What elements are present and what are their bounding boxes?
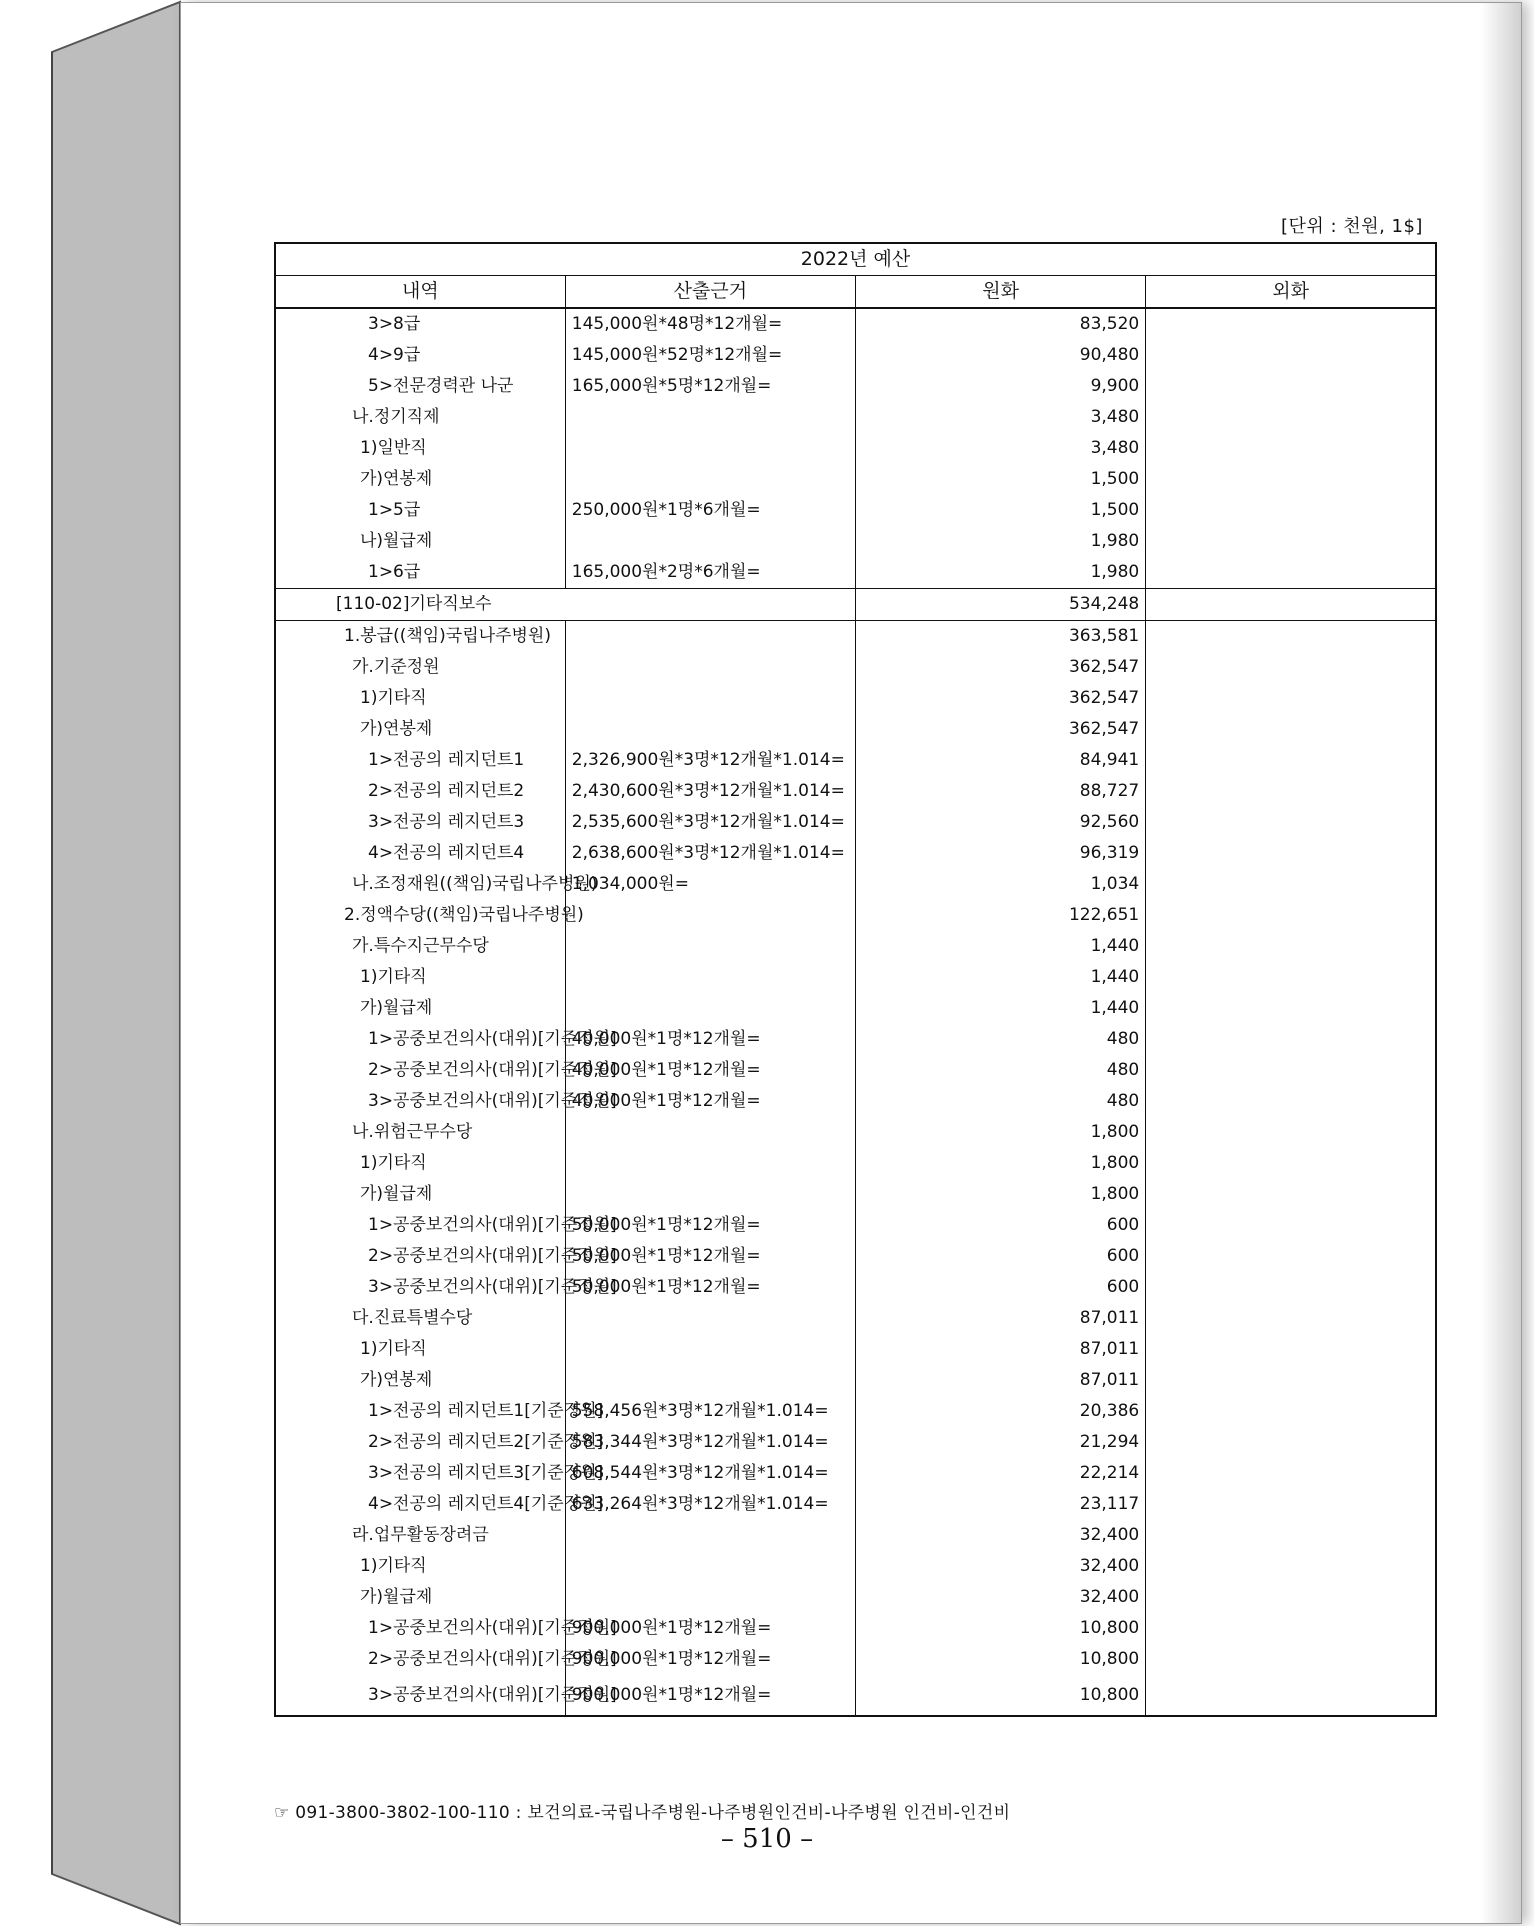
table-row xyxy=(275,621,1436,653)
table-row xyxy=(275,1365,1436,1396)
row-basis: 165,000원*5명*12개월= xyxy=(565,371,855,402)
row-basis: 633,264원*3명*12개월*1.014= xyxy=(565,1489,855,1520)
row-basis xyxy=(565,402,855,433)
row-krw: 1,440 xyxy=(856,962,1146,993)
table-row xyxy=(275,557,1436,589)
row-item xyxy=(275,1179,565,1210)
section-row xyxy=(275,589,1436,621)
row-foreign xyxy=(1146,838,1436,869)
row-item-label: 1>6급 xyxy=(368,562,421,582)
row-item xyxy=(275,1582,565,1613)
row-basis xyxy=(565,1117,855,1148)
table-row xyxy=(275,1427,1436,1458)
row-basis xyxy=(565,1334,855,1365)
table-row xyxy=(275,1396,1436,1427)
row-item xyxy=(275,683,565,714)
row-krw: 480 xyxy=(856,1024,1146,1055)
row-krw: 480 xyxy=(856,1086,1146,1117)
budget-table xyxy=(274,242,1437,1717)
row-item xyxy=(275,962,565,993)
row-basis xyxy=(565,1303,855,1334)
table-row xyxy=(275,402,1436,433)
row-item-label: 다.진료특별수당 xyxy=(352,1308,473,1328)
row-basis xyxy=(565,621,855,653)
row-item xyxy=(275,745,565,776)
table-row xyxy=(275,371,1436,402)
row-foreign xyxy=(1146,1644,1436,1675)
row-basis xyxy=(565,1179,855,1210)
row-foreign xyxy=(1146,526,1436,557)
table-row xyxy=(275,745,1436,776)
row-krw: 1,980 xyxy=(856,526,1146,557)
row-basis: 40,000원*1명*12개월= xyxy=(565,1055,855,1086)
row-item-label: 2>전공의 레지던트2 xyxy=(368,781,525,801)
row-foreign xyxy=(1146,869,1436,900)
row-item xyxy=(275,1396,604,1427)
row-basis xyxy=(565,962,855,993)
row-item-label: 2.정액수당((책임)국립나주병원) xyxy=(344,905,584,925)
table-row xyxy=(275,1520,1436,1551)
row-basis: 145,000원*48명*12개월= xyxy=(565,308,855,340)
row-krw: 87,011 xyxy=(856,1365,1146,1396)
row-item-label: 3>공중보건의사(대위)[기준정원] xyxy=(368,1277,617,1297)
row-krw: 10,800 xyxy=(856,1675,1146,1716)
table-row xyxy=(275,340,1436,371)
row-item-label: 4>9급 xyxy=(368,345,421,365)
row-krw: 10,800 xyxy=(856,1613,1146,1644)
row-foreign xyxy=(1146,1365,1436,1396)
table-row xyxy=(275,1241,1436,1272)
row-item xyxy=(275,557,565,589)
table-row xyxy=(275,869,1436,900)
row-item-label: 2>공중보건의사(대위)[기준정원] xyxy=(368,1246,617,1266)
row-krw: 23,117 xyxy=(856,1489,1146,1520)
row-foreign xyxy=(1146,1148,1436,1179)
row-item-label: 3>공중보건의사(대위)[기준정원] xyxy=(368,1684,617,1705)
row-foreign xyxy=(1146,308,1436,340)
row-basis xyxy=(565,526,855,557)
table-row xyxy=(275,1272,1436,1303)
row-item xyxy=(275,1210,617,1241)
row-item xyxy=(275,464,565,495)
row-item-label: 3>8급 xyxy=(368,314,421,334)
footer-note: ☞ 091-3800-3802-100-110 : 보건의료-국립나주병원-나주병원인건비-나주병원 인건비-인건비 xyxy=(274,1803,1011,1823)
row-item xyxy=(275,838,565,869)
row-foreign xyxy=(1146,464,1436,495)
row-item-label: [110-02]기타직보수 xyxy=(336,594,492,614)
row-foreign xyxy=(1146,1086,1436,1117)
row-krw: 1,034 xyxy=(856,869,1146,900)
row-basis xyxy=(565,464,855,495)
row-item xyxy=(275,340,565,371)
row-krw: 480 xyxy=(856,1055,1146,1086)
unit-label: [단위 : 천원, 1$] xyxy=(1281,216,1423,237)
row-item-label: 3>공중보건의사(대위)[기준정원] xyxy=(368,1091,617,1111)
row-foreign xyxy=(1146,807,1436,838)
table-row xyxy=(275,900,1436,931)
row-krw: 87,011 xyxy=(856,1334,1146,1365)
row-item xyxy=(275,1241,617,1272)
row-basis: 145,000원*52명*12개월= xyxy=(565,340,855,371)
row-basis xyxy=(565,652,855,683)
table-row xyxy=(275,1334,1436,1365)
row-basis xyxy=(565,1551,855,1582)
table-row xyxy=(275,1644,1436,1675)
row-foreign xyxy=(1146,1179,1436,1210)
row-foreign xyxy=(1146,433,1436,464)
row-foreign xyxy=(1146,1334,1436,1365)
header-basis: 산출근거 xyxy=(565,276,855,309)
row-foreign xyxy=(1146,962,1436,993)
row-krw: 92,560 xyxy=(856,807,1146,838)
row-foreign xyxy=(1146,652,1436,683)
row-basis: 165,000원*2명*6개월= xyxy=(565,557,855,589)
row-item xyxy=(275,371,565,402)
row-item-label: 3>전공의 레지던트3 xyxy=(368,812,525,832)
row-krw: 10,800 xyxy=(856,1644,1146,1675)
row-item-label: 가.기준정원 xyxy=(352,657,440,677)
row-basis xyxy=(565,993,855,1024)
row-foreign xyxy=(1146,1055,1436,1086)
row-krw: 90,480 xyxy=(856,340,1146,371)
row-krw: 21,294 xyxy=(856,1427,1146,1458)
table-row xyxy=(275,433,1436,464)
table-row xyxy=(275,308,1436,340)
row-foreign xyxy=(1146,1613,1436,1644)
table-row xyxy=(275,1613,1436,1644)
row-foreign xyxy=(1146,1489,1436,1520)
row-item-label: 2>전공의 레지던트2[기준정원] xyxy=(368,1432,604,1452)
row-foreign xyxy=(1146,1582,1436,1613)
row-krw: 32,400 xyxy=(856,1551,1146,1582)
table-row xyxy=(275,495,1436,526)
row-foreign xyxy=(1146,900,1436,931)
table-row xyxy=(275,776,1436,807)
row-item-label: 4>전공의 레지던트4[기준정원] xyxy=(368,1494,604,1514)
row-item xyxy=(275,931,565,962)
row-krw: 362,547 xyxy=(856,714,1146,745)
row-krw: 122,651 xyxy=(856,900,1146,931)
row-krw: 1,800 xyxy=(856,1179,1146,1210)
row-krw: 1,800 xyxy=(856,1148,1146,1179)
header-krw: 원화 xyxy=(856,276,1146,309)
row-item-label: 라.업무활동장려금 xyxy=(352,1525,489,1545)
row-basis: 558,456원*3명*12개월*1.014= xyxy=(565,1396,855,1427)
row-foreign xyxy=(1146,714,1436,745)
row-foreign xyxy=(1146,1117,1436,1148)
row-foreign xyxy=(1146,1303,1436,1334)
row-krw: 1,800 xyxy=(856,1117,1146,1148)
row-item-label: 가)월급제 xyxy=(360,1587,433,1607)
table-row xyxy=(275,1148,1436,1179)
row-item xyxy=(275,621,565,653)
row-item-label: 2>공중보건의사(대위)[기준정원] xyxy=(368,1649,617,1669)
row-basis: 2,326,900원*3명*12개월*1.014= xyxy=(565,745,855,776)
row-basis xyxy=(565,1365,855,1396)
page-number: – 510 – xyxy=(720,1824,814,1854)
row-item-label: 1)기타직 xyxy=(360,967,427,987)
row-krw: 534,248 xyxy=(856,589,1146,621)
row-krw: 88,727 xyxy=(856,776,1146,807)
row-foreign xyxy=(1146,776,1436,807)
page-shadow xyxy=(1481,3,1521,1923)
table-row xyxy=(275,1179,1436,1210)
row-basis: 50,000원*1명*12개월= xyxy=(565,1241,855,1272)
row-item xyxy=(275,1148,565,1179)
row-item xyxy=(275,495,565,526)
row-krw: 83,520 xyxy=(856,308,1146,340)
row-item-label: 나.위험근무수당 xyxy=(352,1122,473,1142)
row-item-label: 2>공중보건의사(대위)[기준정원] xyxy=(368,1060,617,1080)
row-krw: 362,547 xyxy=(856,652,1146,683)
row-basis: 40,000원*1명*12개월= xyxy=(565,1024,855,1055)
row-basis xyxy=(565,433,855,464)
table-row xyxy=(275,1210,1436,1241)
row-item-label: 가)월급제 xyxy=(360,998,433,1018)
table-row xyxy=(275,1582,1436,1613)
row-basis: 250,000원*1명*6개월= xyxy=(565,495,855,526)
row-krw: 363,581 xyxy=(856,621,1146,653)
row-foreign xyxy=(1146,1024,1436,1055)
row-foreign xyxy=(1146,371,1436,402)
row-item-label: 가.특수지근무수당 xyxy=(352,936,489,956)
header-foreign: 외화 xyxy=(1146,276,1436,309)
row-item xyxy=(275,589,856,621)
row-item-label: 1>공중보건의사(대위)[기준정원] xyxy=(368,1029,617,1049)
row-item-label: 가)연봉제 xyxy=(360,1370,433,1390)
table-row xyxy=(275,1489,1436,1520)
table-row xyxy=(275,1551,1436,1582)
row-item xyxy=(275,1272,617,1303)
row-basis: 900,000원*1명*12개월= xyxy=(565,1644,855,1675)
row-basis: 583,344원*3명*12개월*1.014= xyxy=(565,1427,855,1458)
row-item xyxy=(275,402,565,433)
table-body xyxy=(275,308,1436,1716)
row-krw: 600 xyxy=(856,1272,1146,1303)
row-basis xyxy=(565,683,855,714)
table-row xyxy=(275,1675,1436,1716)
row-krw: 600 xyxy=(856,1210,1146,1241)
row-item-label: 1>공중보건의사(대위)[기준정원] xyxy=(368,1618,617,1638)
row-foreign xyxy=(1146,1210,1436,1241)
row-foreign xyxy=(1146,1427,1436,1458)
row-krw: 1,500 xyxy=(856,495,1146,526)
table-row xyxy=(275,526,1436,557)
row-krw: 32,400 xyxy=(856,1520,1146,1551)
row-item-label: 1>5급 xyxy=(368,500,421,520)
row-item xyxy=(275,1520,565,1551)
row-item-label: 1>공중보건의사(대위)[기준정원] xyxy=(368,1215,617,1235)
row-item-label: 나.조정재원((책임)국립나주병원) xyxy=(352,874,598,894)
row-item xyxy=(275,1675,617,1716)
row-foreign xyxy=(1146,340,1436,371)
table-row xyxy=(275,807,1436,838)
row-foreign xyxy=(1146,993,1436,1024)
row-krw: 3,480 xyxy=(856,402,1146,433)
table-row xyxy=(275,993,1436,1024)
table-title: 2022년 예산 xyxy=(275,243,1436,276)
row-krw: 1,440 xyxy=(856,931,1146,962)
row-basis xyxy=(565,714,855,745)
row-item-label: 가)연봉제 xyxy=(360,719,433,739)
row-krw: 22,214 xyxy=(856,1458,1146,1489)
row-krw: 87,011 xyxy=(856,1303,1146,1334)
row-item xyxy=(275,1117,565,1148)
row-krw: 362,547 xyxy=(856,683,1146,714)
table-row xyxy=(275,962,1436,993)
row-item xyxy=(275,993,565,1024)
row-foreign xyxy=(1146,1241,1436,1272)
table-row xyxy=(275,1458,1436,1489)
row-basis xyxy=(565,1148,855,1179)
row-item-label: 5>전문경력관 나군 xyxy=(368,376,514,396)
row-foreign xyxy=(1146,1396,1436,1427)
row-item-label: 가)월급제 xyxy=(360,1184,433,1204)
row-item xyxy=(275,900,584,931)
row-item-label: 1)기타직 xyxy=(360,1556,427,1576)
table-row xyxy=(275,1303,1436,1334)
row-foreign xyxy=(1146,557,1436,589)
row-krw: 1,980 xyxy=(856,557,1146,589)
row-basis xyxy=(565,1520,855,1551)
row-foreign xyxy=(1146,495,1436,526)
row-item-label: 1)기타직 xyxy=(360,688,427,708)
table-row xyxy=(275,1024,1436,1055)
row-basis: 50,000원*1명*12개월= xyxy=(565,1272,855,1303)
row-basis: 2,535,600원*3명*12개월*1.014= xyxy=(565,807,855,838)
table-row xyxy=(275,464,1436,495)
row-item xyxy=(275,652,565,683)
row-basis: 608,544원*3명*12개월*1.014= xyxy=(565,1458,855,1489)
row-foreign xyxy=(1146,621,1436,653)
row-item xyxy=(275,1024,617,1055)
row-basis: 900,000원*1명*12개월= xyxy=(565,1675,855,1716)
table-row xyxy=(275,931,1436,962)
row-item xyxy=(275,869,598,900)
row-krw: 1,500 xyxy=(856,464,1146,495)
row-basis: 900,000원*1명*12개월= xyxy=(565,1613,855,1644)
table-row xyxy=(275,652,1436,683)
row-item-label: 3>전공의 레지던트3[기준정원] xyxy=(368,1463,604,1483)
table-row xyxy=(275,1055,1436,1086)
row-krw: 3,480 xyxy=(856,433,1146,464)
row-item xyxy=(275,433,565,464)
row-basis: 50,000원*1명*12개월= xyxy=(565,1210,855,1241)
row-item-label: 1)기타직 xyxy=(360,1153,427,1173)
table-row xyxy=(275,683,1436,714)
row-item xyxy=(275,1489,604,1520)
row-basis xyxy=(565,900,855,931)
row-item-label: 1)기타직 xyxy=(360,1339,427,1359)
row-krw: 20,386 xyxy=(856,1396,1146,1427)
row-item xyxy=(275,1427,604,1458)
row-foreign xyxy=(1146,745,1436,776)
row-krw: 9,900 xyxy=(856,371,1146,402)
row-item-label: 나)월급제 xyxy=(360,531,433,551)
table-row xyxy=(275,714,1436,745)
row-item xyxy=(275,1334,565,1365)
row-item xyxy=(275,776,565,807)
row-item xyxy=(275,1365,565,1396)
row-foreign xyxy=(1146,402,1436,433)
row-item xyxy=(275,1086,617,1117)
row-foreign xyxy=(1146,1272,1436,1303)
row-krw: 32,400 xyxy=(856,1582,1146,1613)
row-foreign xyxy=(1146,1675,1436,1716)
row-item xyxy=(275,1551,565,1582)
row-item-label: 4>전공의 레지던트4 xyxy=(368,843,525,863)
row-foreign xyxy=(1146,931,1436,962)
row-krw: 1,440 xyxy=(856,993,1146,1024)
row-krw: 84,941 xyxy=(856,745,1146,776)
row-foreign xyxy=(1146,1551,1436,1582)
row-item xyxy=(275,308,565,340)
row-basis: 2,638,600원*3명*12개월*1.014= xyxy=(565,838,855,869)
row-item-label: 나.정기직제 xyxy=(352,407,440,427)
row-foreign xyxy=(1146,589,1436,621)
row-item-label: 1>전공의 레지던트1[기준정원] xyxy=(368,1401,604,1421)
table-row xyxy=(275,1117,1436,1148)
row-item-label: 1)일반직 xyxy=(360,438,427,458)
row-item xyxy=(275,1644,617,1675)
row-item xyxy=(275,1458,604,1489)
row-foreign xyxy=(1146,1520,1436,1551)
table-row xyxy=(275,1086,1436,1117)
row-basis: 2,430,600원*3명*12개월*1.014= xyxy=(565,776,855,807)
row-foreign xyxy=(1146,683,1436,714)
row-basis: 40,000원*1명*12개월= xyxy=(565,1086,855,1117)
row-basis xyxy=(565,1582,855,1613)
row-item xyxy=(275,1303,565,1334)
table-row xyxy=(275,838,1436,869)
row-item xyxy=(275,526,565,557)
row-item xyxy=(275,714,565,745)
row-krw: 96,319 xyxy=(856,838,1146,869)
row-item-label: 1.봉급((책임)국립나주병원) xyxy=(344,626,551,646)
row-item-label: 가)연봉제 xyxy=(360,469,433,489)
row-basis xyxy=(565,931,855,962)
header-item: 내역 xyxy=(275,276,565,309)
row-item xyxy=(275,1613,617,1644)
row-item xyxy=(275,1055,617,1086)
row-krw: 600 xyxy=(856,1241,1146,1272)
row-foreign xyxy=(1146,1458,1436,1489)
row-basis: 1,034,000원= xyxy=(565,869,855,900)
row-item-label: 1>전공의 레지던트1 xyxy=(368,750,525,770)
row-item xyxy=(275,807,565,838)
